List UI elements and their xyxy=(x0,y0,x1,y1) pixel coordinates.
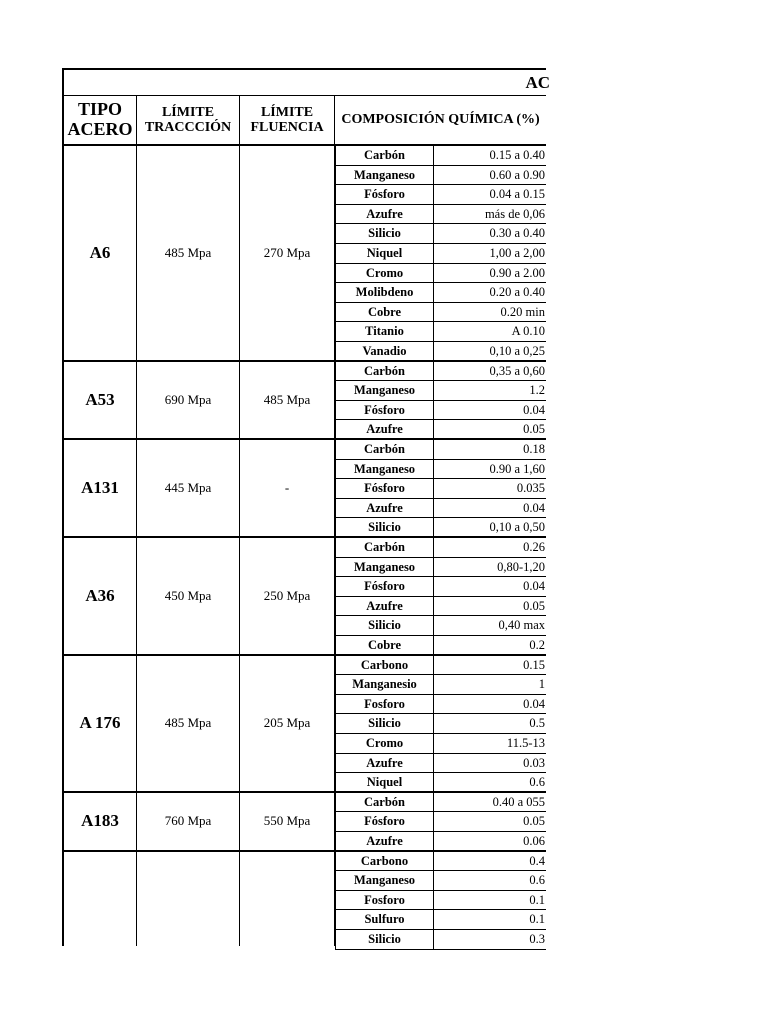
element-name: Manganesio xyxy=(335,675,434,694)
element-percentage: 0.90 a 2.00 xyxy=(489,265,545,280)
element-percentage: 0.04 xyxy=(523,579,545,594)
element-name: Azufre xyxy=(335,205,434,224)
element-name: Carbono xyxy=(335,656,434,675)
composition-row xyxy=(335,656,546,676)
element-name: Carbón xyxy=(335,362,434,381)
composition-row xyxy=(335,146,546,166)
element-percentage: 0.05 xyxy=(523,422,545,437)
composition-row xyxy=(335,362,546,382)
table-title: AC xyxy=(525,73,550,92)
element-percentage: 0,80-1,20 xyxy=(497,559,545,574)
element-percentage: 0.05 xyxy=(523,598,545,613)
tensile-limit: 450 Mpa xyxy=(137,538,240,656)
element-name: Silicio xyxy=(335,930,434,949)
element-name: Cromo xyxy=(335,264,434,283)
element-name: Fósforo xyxy=(335,577,434,596)
composition-row xyxy=(335,518,546,538)
composition-row xyxy=(335,734,546,754)
element-percentage: 0.5 xyxy=(529,716,545,731)
element-percentage: 0.06 xyxy=(523,834,545,848)
element-percentage: 0.1 xyxy=(529,912,545,927)
yield-limit: 205 Mpa xyxy=(240,656,335,793)
element-percentage: 0.60 a 0.90 xyxy=(489,167,545,182)
element-percentage: 11.5-13 xyxy=(506,736,545,750)
element-percentage: 0.20 a 0.40 xyxy=(489,285,545,300)
composition-row xyxy=(335,440,546,460)
element-percentage: 1,00 a 2,00 xyxy=(489,246,545,260)
element-name: Niquel xyxy=(335,244,434,263)
element-name: Silicio xyxy=(335,714,434,733)
element-percentage: 1 xyxy=(538,677,545,692)
element-name: Azufre xyxy=(335,754,434,773)
tensile-limit: 485 Mpa xyxy=(137,146,240,362)
element-percentage: 0.03 xyxy=(523,755,545,770)
element-name: Titanio xyxy=(335,322,434,341)
composition-row xyxy=(335,910,546,930)
composition-row xyxy=(335,714,546,734)
composition-row xyxy=(335,224,546,244)
header-composicion-quimica: COMPOSICIÓN QUÍMICA (%) xyxy=(335,96,546,146)
element-name: Silicio xyxy=(335,616,434,635)
element-percentage: 0.1 xyxy=(529,892,545,907)
composition-row xyxy=(335,812,546,832)
element-name: Cobre xyxy=(335,636,434,654)
element-percentage: 0.6 xyxy=(529,775,545,790)
element-percentage: 0.26 xyxy=(523,540,545,554)
element-name: Azufre xyxy=(335,832,434,850)
tensile-limit: 760 Mpa xyxy=(137,793,240,852)
steel-type: A6 xyxy=(62,146,137,362)
element-name: Azufre xyxy=(335,499,434,518)
element-name: Carbono xyxy=(335,852,434,871)
element-percentage: 0.30 a 0.40 xyxy=(489,226,545,241)
composition-row xyxy=(335,264,546,284)
composition-row xyxy=(335,499,546,519)
composition-row xyxy=(335,636,546,656)
composition-row xyxy=(335,754,546,774)
element-percentage: 0,35 a 0,60 xyxy=(489,363,545,378)
element-percentage: 0.40 a 055 xyxy=(492,794,545,809)
element-percentage: más de 0,06 xyxy=(484,206,545,221)
composition-row xyxy=(335,420,546,440)
tensile-limit: 690 Mpa xyxy=(137,362,240,440)
element-percentage: 0.18 xyxy=(523,442,545,456)
composition-row xyxy=(335,695,546,715)
element-percentage: A 0.10 xyxy=(511,324,545,339)
composition-row xyxy=(335,342,546,362)
element-percentage: 0.04 a 0.15 xyxy=(489,187,545,202)
element-name: Azufre xyxy=(335,597,434,616)
element-name: Manganeso xyxy=(335,460,434,479)
element-name: Manganeso xyxy=(335,381,434,400)
element-percentage: 0.04 xyxy=(523,500,545,515)
element-name: Manganeso xyxy=(335,166,434,185)
steel-type: A131 xyxy=(62,440,137,538)
element-percentage: 0.3 xyxy=(529,932,545,946)
yield-limit: 485 Mpa xyxy=(240,362,335,440)
composition-row xyxy=(335,852,546,872)
steel-type: A 176 xyxy=(62,656,137,793)
element-name: Fósforo xyxy=(335,401,434,420)
element-percentage: 0.04 xyxy=(523,402,545,417)
element-name: Carbón xyxy=(335,146,434,165)
composition-row xyxy=(335,616,546,636)
element-percentage: 0.15 a 0.40 xyxy=(489,148,545,162)
element-name: Vanadio xyxy=(335,342,434,360)
yield-limit: - xyxy=(240,440,335,538)
element-name: Azufre xyxy=(335,420,434,438)
element-name: Manganeso xyxy=(335,871,434,890)
element-name: Manganeso xyxy=(335,558,434,577)
element-name: Carbón xyxy=(335,793,434,812)
composition-row xyxy=(335,675,546,695)
composition-row xyxy=(335,185,546,205)
composition-row xyxy=(335,538,546,558)
composition-row xyxy=(335,558,546,578)
element-name: Fosforo xyxy=(335,695,434,714)
element-percentage: 0.20 min xyxy=(500,304,545,319)
composition-row xyxy=(335,303,546,323)
composition-row xyxy=(335,597,546,617)
element-name: Niquel xyxy=(335,773,434,791)
composition-row xyxy=(335,244,546,264)
steel-type: A53 xyxy=(62,362,137,440)
element-percentage: 0.15 xyxy=(523,657,545,672)
element-name: Fósforo xyxy=(335,185,434,204)
composition-row xyxy=(335,793,546,813)
element-percentage: 0.04 xyxy=(523,696,545,711)
element-name: Carbón xyxy=(335,440,434,459)
element-percentage: 1.2 xyxy=(529,383,545,398)
element-percentage: 0.4 xyxy=(529,853,545,868)
composition-row xyxy=(335,773,546,793)
yield-limit: 550 Mpa xyxy=(240,793,335,852)
element-name: Sulfuro xyxy=(335,910,434,929)
element-percentage: 0,40 max xyxy=(498,618,545,633)
yield-limit xyxy=(240,852,335,946)
element-name: Carbón xyxy=(335,538,434,557)
yield-limit: 250 Mpa xyxy=(240,538,335,656)
table-title-band xyxy=(62,68,550,96)
composition-row xyxy=(335,460,546,480)
steel-type: A183 xyxy=(62,793,137,852)
composition-row xyxy=(335,322,546,342)
element-percentage: 0.035 xyxy=(516,481,545,496)
composition-row xyxy=(335,832,546,852)
element-name: Fósforo xyxy=(335,479,434,498)
composition-row xyxy=(335,166,546,186)
element-name: Fosforo xyxy=(335,891,434,910)
yield-limit: 270 Mpa xyxy=(240,146,335,362)
composition-row xyxy=(335,930,546,950)
composition-row xyxy=(335,891,546,911)
tensile-limit xyxy=(137,852,240,946)
steel-type xyxy=(62,852,137,946)
element-name: Molibdeno xyxy=(335,283,434,302)
composition-row xyxy=(335,283,546,303)
element-name: Cobre xyxy=(335,303,434,322)
composition-row xyxy=(335,479,546,499)
element-percentage: 0.6 xyxy=(529,873,545,888)
composition-row xyxy=(335,401,546,421)
composition-row xyxy=(335,205,546,225)
steel-type: A36 xyxy=(62,538,137,656)
header-tipo-acero: TIPO ACERO xyxy=(62,96,137,146)
tensile-limit: 445 Mpa xyxy=(137,440,240,538)
element-name: Silicio xyxy=(335,224,434,243)
element-percentage: 0.05 xyxy=(523,814,545,829)
composition-row xyxy=(335,871,546,891)
element-name: Silicio xyxy=(335,518,434,536)
composition-row xyxy=(335,577,546,597)
element-name: Cromo xyxy=(335,734,434,753)
element-percentage: 0.90 a 1,60 xyxy=(489,461,545,476)
header-limite-traccion: LÍMITE TRACCCIÓN xyxy=(137,96,240,146)
tensile-limit: 485 Mpa xyxy=(137,656,240,793)
element-name: Fósforo xyxy=(335,812,434,831)
element-percentage: 0.2 xyxy=(529,638,545,652)
element-percentage: 0,10 a 0,25 xyxy=(489,344,545,358)
element-percentage: 0,10 a 0,50 xyxy=(489,520,545,535)
header-limite-fluencia: LÍMITE FLUENCIA xyxy=(240,96,335,146)
composition-row xyxy=(335,381,546,401)
